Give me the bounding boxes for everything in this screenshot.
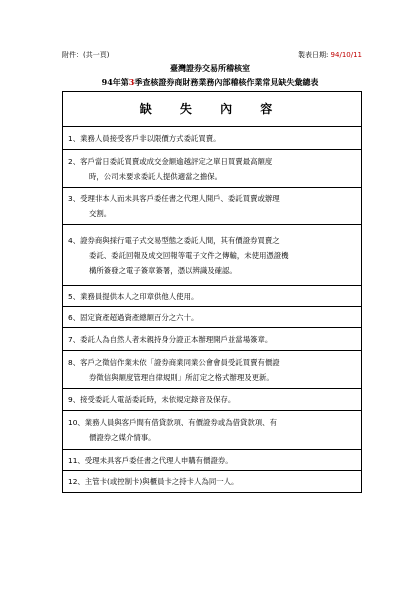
title-suffix: 季查核證券商財務業務內部稽核作業常見缺失彙總表	[134, 77, 319, 87]
table-row	[63, 450, 362, 471]
title-quarter: 3	[128, 77, 135, 87]
item-continuation-line: 構所簽發之電子簽章簽署，憑以辨識及確認。	[89, 265, 237, 275]
item-number: 9、	[68, 395, 81, 404]
item-text: 業務人員與客戶間有借貸款項、有價證券或為借貸款項、有	[84, 418, 277, 427]
item-continuation-line: 交割。	[89, 209, 112, 218]
item-first-line	[68, 154, 361, 169]
item-number: 11、	[68, 455, 85, 465]
item-number: 8、	[68, 357, 81, 367]
table-row	[63, 188, 362, 225]
deficiency-item	[63, 471, 362, 493]
deficiency-item	[63, 225, 362, 286]
table-heading: 缺 失 內 容	[63, 92, 362, 127]
item-continuation-line: 券徵信與額度管理自律規則」所訂定之格式辦理及更新。	[89, 372, 274, 382]
item-number: 5、	[68, 291, 81, 301]
table-row	[63, 471, 362, 493]
item-continuation-line: 時，公司未要求委託人提供適當之擔保。	[89, 171, 223, 181]
item-text: 客戶之徵信作業未依「證券商業同業公會會員受託買賣有價證	[80, 357, 280, 367]
item-first-line	[68, 332, 361, 347]
title-prefix: 94年第	[101, 77, 129, 87]
item-continuation-line: 價證券之媒介情事。	[89, 433, 156, 442]
deficiency-item	[63, 411, 362, 450]
item-number: 1、	[68, 133, 81, 143]
item-text: 證券商與採行電子式交易型態之委託人間，其有價證券買賣之	[80, 235, 280, 245]
table-row	[63, 307, 362, 328]
item-text: 固定資產超過資產總額百分之六十。	[80, 312, 199, 322]
item-number: 2、	[68, 156, 81, 166]
org-title: 臺灣證券交易所稽核室	[170, 63, 250, 73]
item-first-line	[68, 310, 361, 325]
item-text: 受理未具客戶委任書之代理人申購有價證券。	[84, 455, 233, 465]
table-row	[63, 150, 362, 188]
item-text: 主管卡(或控制卡)與櫃員卡之持卡人為同一人。	[84, 477, 239, 486]
deficiency-item	[63, 286, 362, 307]
item-text: 客戶當日委託買賣或成交金額逾越評定之單日買賣最高額度	[80, 156, 273, 166]
deficiency-item	[63, 328, 362, 351]
table-row	[63, 351, 362, 389]
item-text: 業務人員接受客戶非以限價方式委託買賣。	[80, 133, 221, 143]
item-first-line	[68, 415, 361, 430]
table-row	[63, 389, 362, 411]
item-first-line	[68, 392, 361, 407]
date-label: 製表日期:	[297, 51, 331, 59]
table-row	[63, 127, 362, 150]
item-number: 3、	[68, 194, 81, 203]
item-first-line	[68, 233, 361, 248]
deficiency-item	[63, 307, 362, 328]
item-number: 7、	[68, 334, 81, 344]
item-text: 接受委託人電話委託時，未依規定錄音及保存。	[80, 395, 236, 404]
item-first-line	[68, 191, 361, 206]
item-number: 6、	[68, 312, 81, 322]
table-row	[63, 225, 362, 286]
deficiency-item	[63, 450, 362, 471]
deficiency-table	[62, 91, 362, 493]
header-row	[62, 49, 362, 61]
item-first-line	[68, 474, 361, 489]
deficiency-item	[63, 188, 362, 225]
item-text: 委託人為自然人者未親持身分證正本辦理開戶並當場簽章。	[80, 334, 273, 344]
deficiency-item	[63, 351, 362, 389]
item-first-line	[68, 289, 361, 304]
table-row	[63, 328, 362, 351]
item-continuation-line: 委託、委託回報及成交回報等電子文件之傳輸，未使用憑證機	[89, 250, 289, 260]
table-row	[63, 286, 362, 307]
item-first-line	[68, 355, 361, 370]
deficiency-item	[63, 150, 362, 188]
item-first-line	[68, 131, 361, 146]
deficiency-item	[63, 389, 362, 411]
attachment-note: 附件：(共一頁)	[62, 51, 110, 59]
date-value: 94/10/11	[330, 51, 362, 59]
item-number: 4、	[68, 235, 81, 245]
table-row	[63, 411, 362, 450]
item-number: 12、	[68, 477, 85, 486]
report-date	[298, 49, 362, 61]
item-number: 10、	[68, 418, 85, 427]
deficiency-item	[63, 127, 362, 150]
item-first-line	[68, 453, 361, 468]
document-title	[0, 76, 420, 88]
item-text: 業務員提供本人之印章供他人使用。	[80, 291, 199, 301]
item-text: 受理非本人而未具客戶委任書之代理人開戶、委託買賣或辦理	[80, 194, 280, 203]
